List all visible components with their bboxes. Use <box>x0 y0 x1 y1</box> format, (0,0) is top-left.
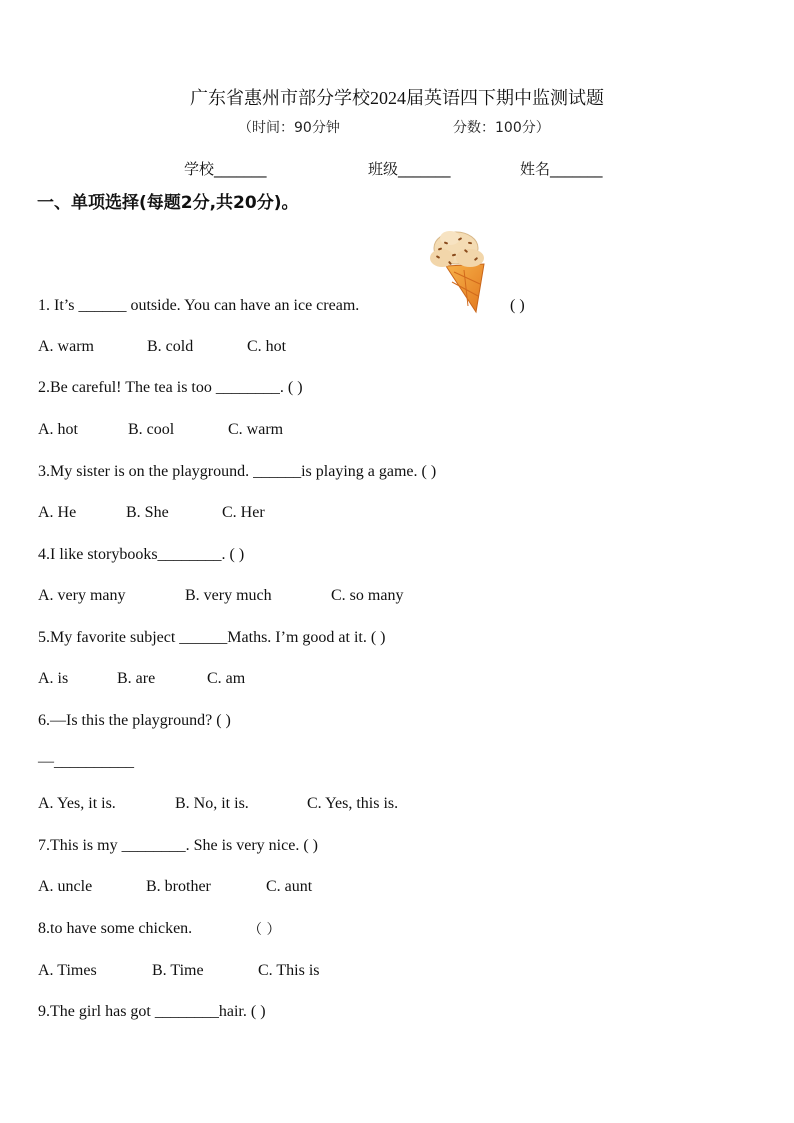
q8-option-a: A. Times <box>38 962 97 979</box>
q3-option-c: C. Her <box>222 504 265 521</box>
question-5: 5.My favorite subject ______Maths. I’m good at it. ( ) <box>38 629 386 646</box>
q6-option-c: C. Yes, this is. <box>307 795 399 812</box>
question-6: 6.—Is this the playground? ( ) <box>38 712 231 729</box>
q7-option-a: A. uncle <box>38 878 93 895</box>
page-title: 广东省惠州市部分学校2024届英语四下期中监测试题 <box>190 88 604 108</box>
q6-option-b: B. No, it is. <box>175 795 249 812</box>
q8-option-c: C. This is <box>258 962 320 979</box>
school-field: 学校_______ <box>184 160 267 178</box>
q2-option-c: C. warm <box>228 421 284 438</box>
class-field: 班级_______ <box>368 160 451 178</box>
q5-option-c: C. am <box>207 670 246 687</box>
q1-option-b: B. cold <box>147 338 194 355</box>
q8-option-b: B. Time <box>152 962 204 979</box>
q7-option-b: B. brother <box>146 878 211 895</box>
question-8: 8.to have some chicken. <box>38 920 193 937</box>
q6-option-a: A. Yes, it is. <box>38 795 116 812</box>
exam-time: （时间：90分钟 <box>238 120 340 136</box>
question-3: 3.My sister is on the playground. ______is playing a game. ( ) <box>38 463 437 480</box>
q1-option-c: C. hot <box>247 338 287 355</box>
q3-option-b: B. She <box>126 504 169 521</box>
q4-option-c: C. so many <box>331 587 404 604</box>
question-1-answer-paren: ( ) <box>510 297 525 314</box>
q7-option-c: C. aunt <box>266 878 313 895</box>
q1-option-a: A. warm <box>38 338 94 355</box>
q4-option-b: B. very much <box>185 587 272 604</box>
question-1: 1. It’s ______ outside. You can have an ice cream. <box>38 297 360 314</box>
q5-option-a: A. is <box>38 670 69 687</box>
q2-option-a: A. hot <box>38 421 78 438</box>
q2-option-b: B. cool <box>128 421 175 438</box>
question-8-answer-paren: （ ） <box>248 922 281 938</box>
exam-score: 分数：100分） <box>453 120 550 136</box>
question-7: 7.This is my ________. She is very nice. ( ) <box>38 837 318 854</box>
q4-option-a: A. very many <box>38 587 126 604</box>
question-4: 4.I like storybooks________. ( ) <box>38 546 245 563</box>
name-field: 姓名_______ <box>520 160 603 178</box>
question-2: 2.Be careful! The tea is too ________. ( ) <box>38 379 303 396</box>
section-heading: 一、单项选择(每题2分,共20分)。 <box>37 193 299 213</box>
question-9: 9.The girl has got ________hair. ( ) <box>38 1003 266 1020</box>
q3-option-a: A. He <box>38 504 77 521</box>
question-6-answer-line: —__________ <box>38 753 134 770</box>
q5-option-b: B. are <box>117 670 156 687</box>
ice-cream-icon <box>424 226 494 316</box>
